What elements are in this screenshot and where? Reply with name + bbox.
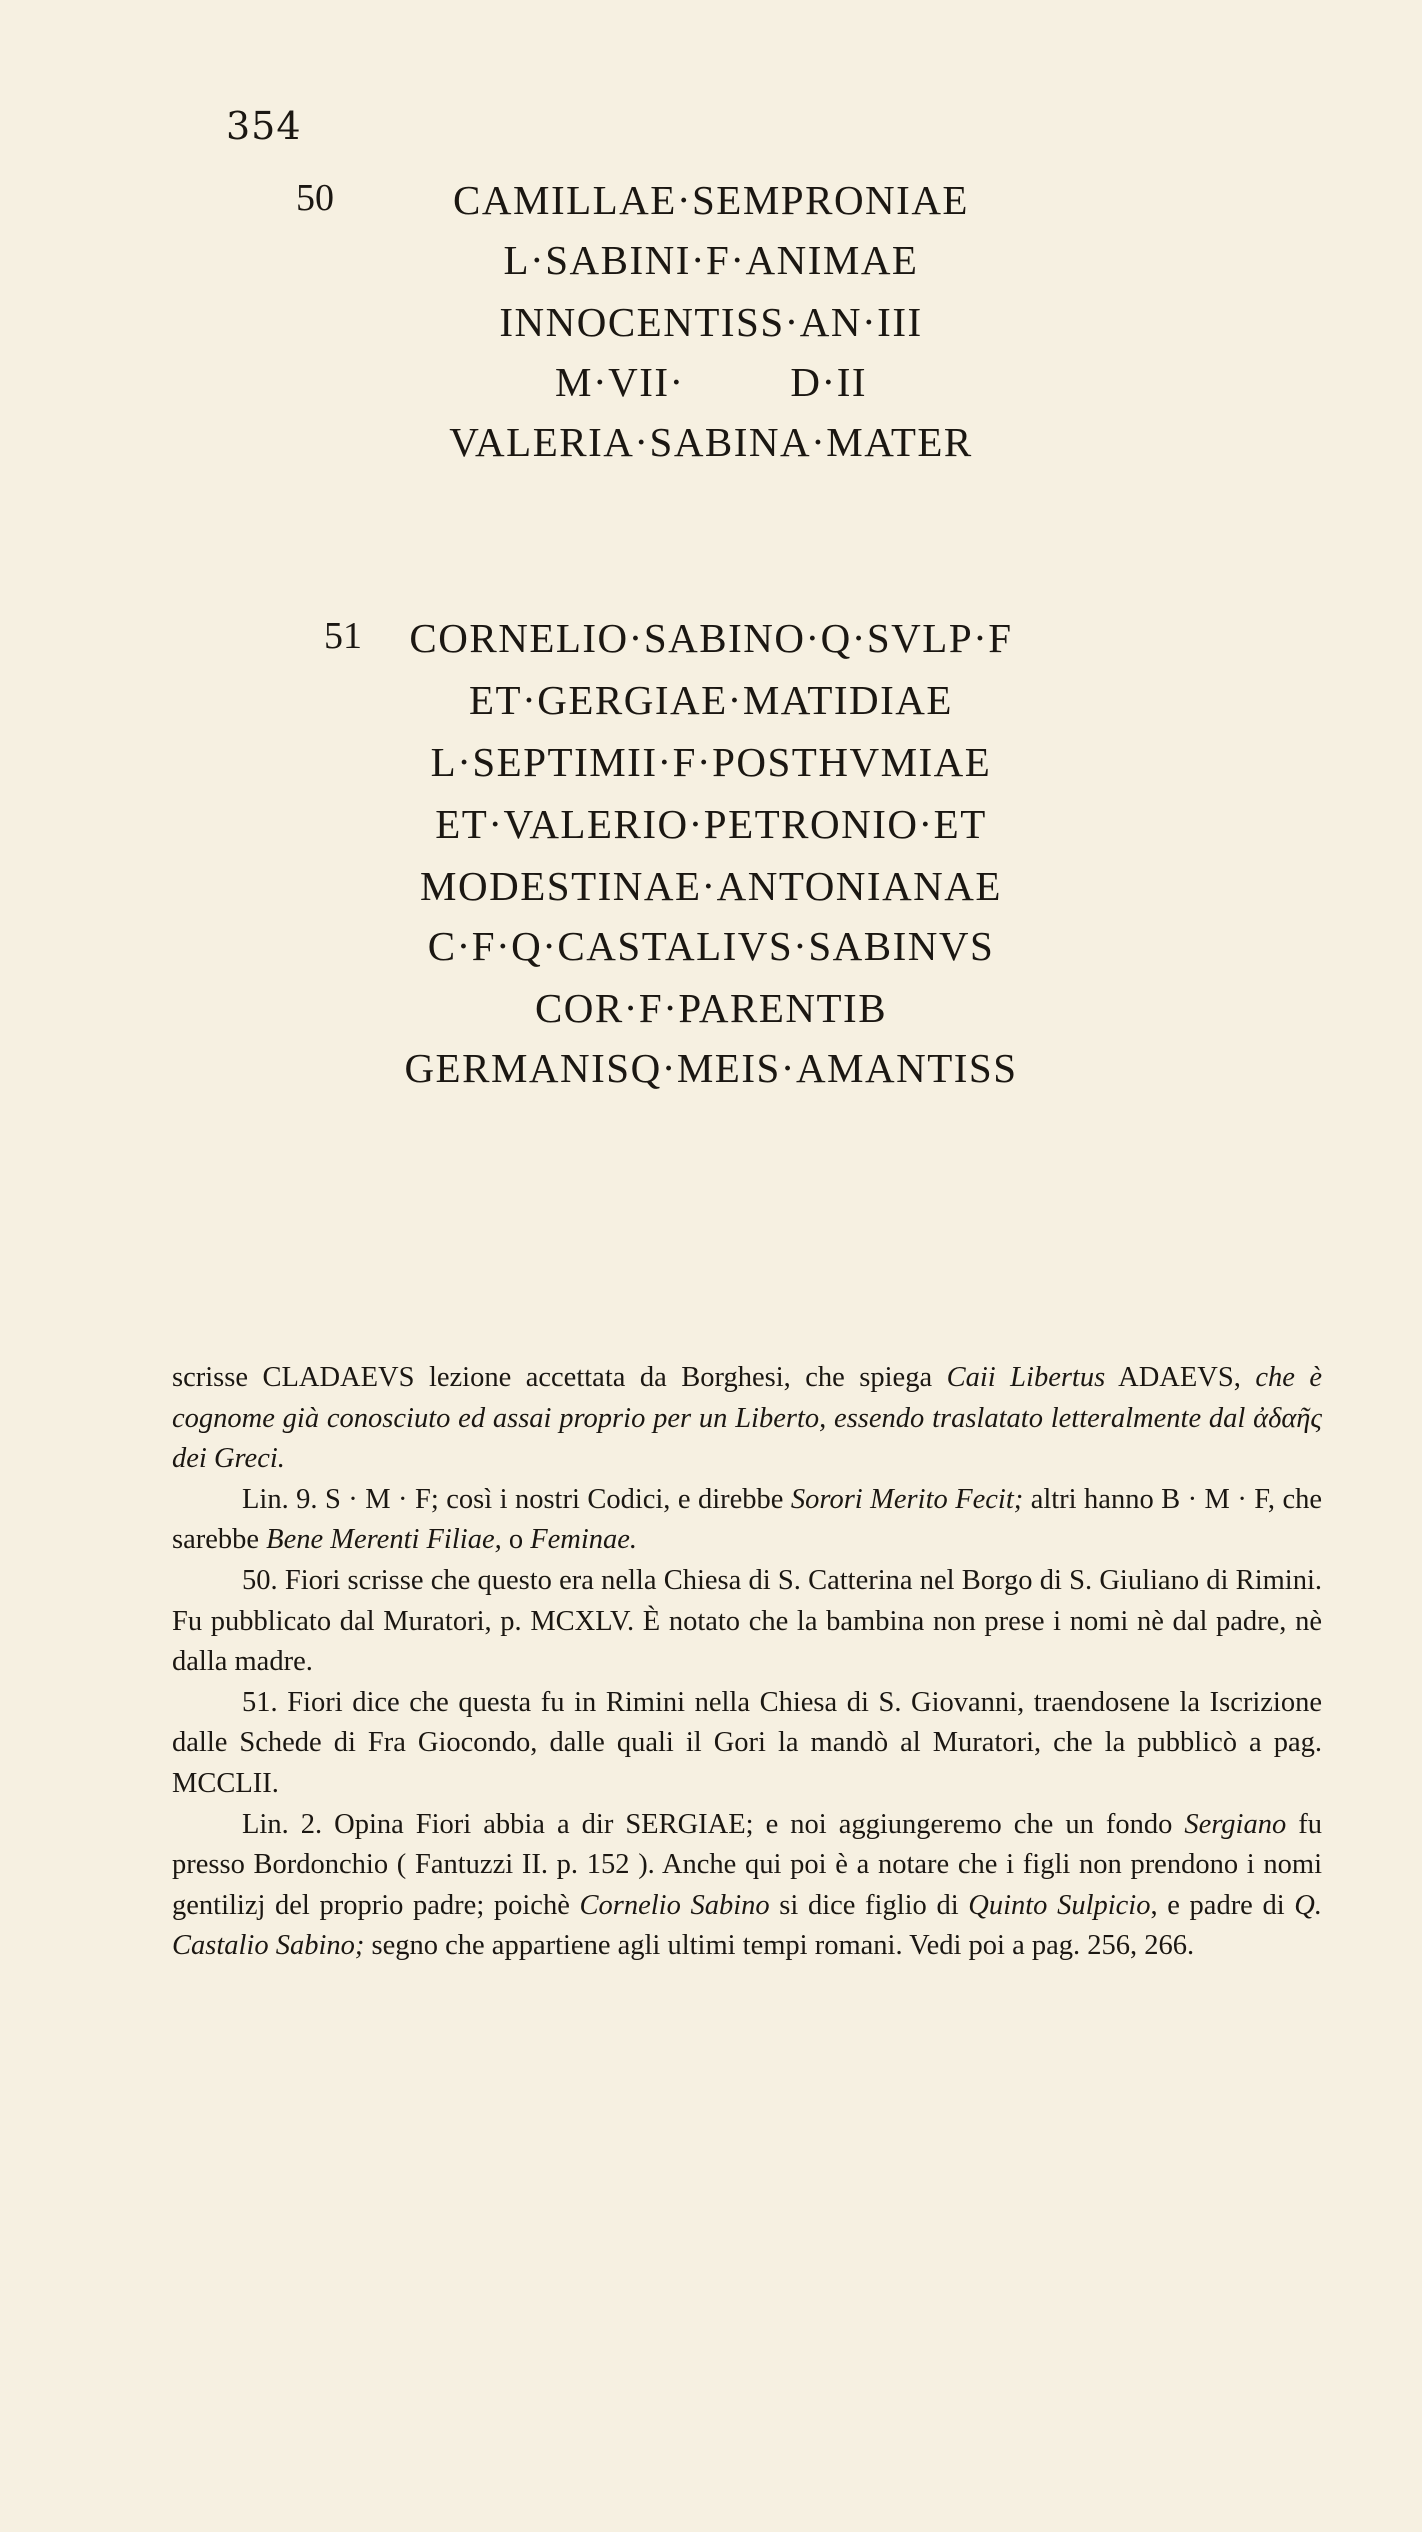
text-run: , e padre di (1150, 1889, 1295, 1921)
inscription-line: CAMILLAE·SEMPRONIAE (453, 177, 969, 223)
italic-run: Q. Castalio Sabino; (172, 1889, 1323, 1962)
commentary-paragraph: 51. Fiori dice che questa fu in Rimini nella Chiesa di S. Giovanni, traendosene la Iscrizione dalle Schede di Fra Giocondo, dalle quali il Gori la mandò al Muratori, che la pubblicò a pag. MCCLII. (172, 1686, 1322, 1799)
inscription-line: ET·VALERIO·PETRONIO·ET (435, 801, 987, 847)
commentary (172, 1358, 1322, 1967)
inscription-line: M·VII· D·II (555, 359, 867, 405)
text-run: scrisse CLADAEVS lezione accettata da Borghesi, che spiega (172, 1362, 947, 1393)
page-number: 354 (226, 104, 302, 148)
inscription-number: 51 (324, 615, 362, 657)
inscription-line: INNOCENTISS·AN·III (499, 299, 923, 345)
inscription-line: ET·GERGIAE·MATIDIAE (469, 677, 953, 723)
text-run: ADAEVS, (1105, 1362, 1256, 1393)
italic-run: Feminae. (530, 1524, 638, 1556)
inscription-line: L·SABINI·F·ANIMAE (503, 237, 919, 283)
inscription-line: C·F·Q·CASTALIVS·SABINVS (427, 923, 995, 969)
inscription-number: 50 (296, 177, 334, 219)
inscription-line: COR·F·PARENTIB (534, 985, 888, 1031)
inscription-line: L·SEPTIMII·F·POSTHVMIAE (430, 739, 992, 785)
italic-run: Sergiano (1184, 1808, 1287, 1840)
text-run: Lin. 2. Opina Fiori abbia a dir SERGIAE; e noi aggiungeremo che un fondo (242, 1808, 1185, 1840)
text-run: altri hanno B · M · F, che sarebbe (172, 1483, 1322, 1556)
text-run: Lin. 9. S · M · F; così i nostri Codici, e direbbe (242, 1483, 791, 1515)
inscription-line: MODESTINAE·ANTONIANAE (420, 863, 1002, 909)
italic-run: Sorori Merito Fecit; (790, 1483, 1024, 1515)
italic-run: Quinto Sulpicio (968, 1889, 1151, 1921)
italic-run: che è cognome già conosciuto ed assai proprio per un Liberto, essendo traslatato letteralmente dal ἀδαῆς dei Greci. (172, 1362, 1323, 1475)
inscription-line: GERMANISQ·MEIS·AMANTISS (404, 1045, 1018, 1091)
commentary-paragraph (172, 1805, 1322, 1967)
commentary-paragraph (172, 1358, 1322, 1480)
text-run: o (501, 1524, 531, 1556)
text-run: segno che appartiene agli ultimi tempi romani. Vedi poi a pag. 256, 266. (364, 1930, 1195, 1962)
italic-run: Cornelio Sabino (579, 1889, 770, 1921)
italic-run: Bene Merenti Filiae, (266, 1524, 502, 1556)
commentary-paragraph (172, 1480, 1322, 1561)
text-run: fu presso Bordonchio ( Fantuzzi II. p. 152 ). Anche qui poi è a notare che i figli non prendono i nomi gentilizj del proprio padre; poichè (172, 1808, 1322, 1921)
inscription-line: CORNELIO·SABINO·Q·SVLP·F (409, 615, 1013, 661)
text-run: si dice figlio di (769, 1889, 969, 1921)
inscription-line: VALERIA·SABINA·MATER (449, 419, 973, 465)
italic-run: Caii Libertus (946, 1362, 1106, 1393)
commentary-paragraph: 50. Fiori scrisse che questo era nella Chiesa di S. Catterina nel Borgo di S. Giuliano di Rimini. Fu pubblicato dal Muratori, p. MCXLV. È notato che la bambina non prese i nomi nè dal padre, nè dalla madre. (172, 1564, 1322, 1678)
